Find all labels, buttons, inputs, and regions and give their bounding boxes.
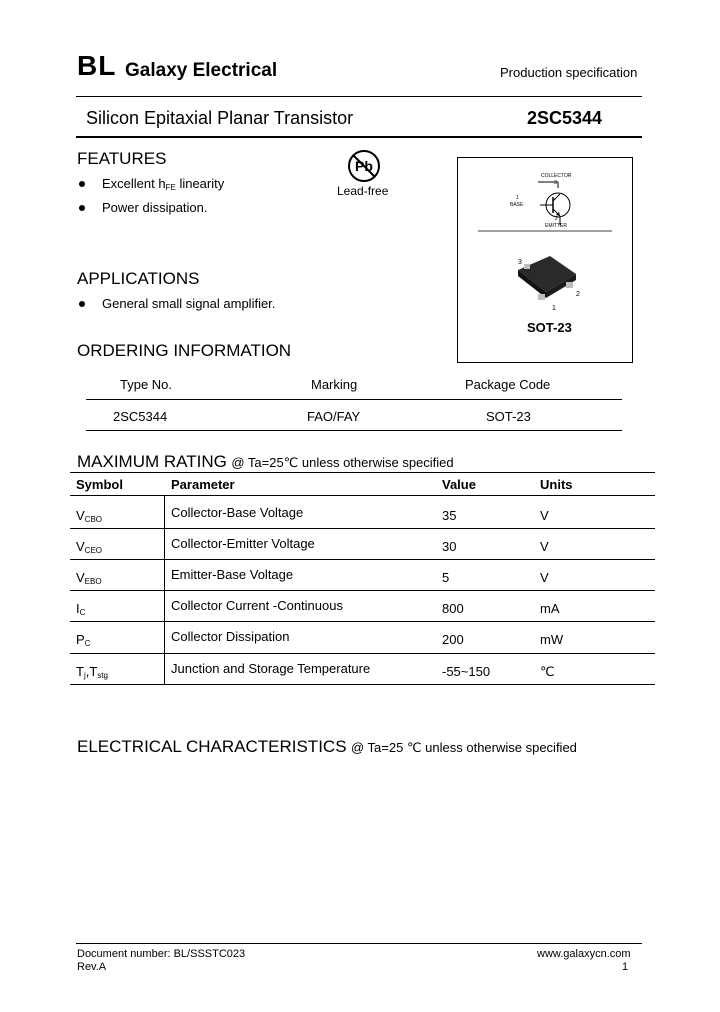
document-type: Production specification [500,65,638,80]
unit-cell: V [540,570,549,585]
ordering-package-value: SOT-23 [486,409,531,424]
unit-cell: V [540,539,549,554]
part-number: 2SC5344 [527,108,603,128]
symbol-cell: $T_j,T_{stg}$ [76,664,108,680]
electrical-condition: @ Ta=25 ℃ unless otherwise specified [350,740,577,755]
col-header-units: Units [540,477,573,492]
value-cell: -55~150 [442,664,491,679]
document-number: Document number: BL/SSSTC023 [77,948,246,960]
value-cell: 5 [442,570,450,585]
table-row-rule [70,495,655,496]
bullet-icon [79,301,85,307]
brand-logo-bl: BL [77,50,117,81]
symbol-cell: $I_C$ [76,601,86,617]
table-row-rule [70,621,655,622]
max-rating-heading [77,452,454,472]
symbol-cell: $V_{CEO}$ [76,539,103,555]
pin1-label: 1 [552,305,556,312]
unit-cell: mA [540,601,560,616]
features-title: FEATURES [77,149,167,168]
website-link[interactable]: www.galaxycn.com [537,948,631,960]
table-row-rule [70,590,655,591]
parameter-cell: Collector-Base Voltage [171,505,304,520]
lead-free-label: Lead-free [337,184,389,198]
footer-divider [76,943,642,944]
table-row-rule [70,559,655,560]
brand-name: Galaxy Electrical [125,60,278,81]
application-item: General small signal amplifier. [102,296,276,311]
ordering-divider [86,430,622,431]
product-subtitle: Silicon Epitaxial Planar Transistor [86,108,354,128]
ordering-divider [86,399,622,400]
table-bottom-rule [70,684,655,685]
table-top-rule [70,472,655,473]
pin2-small-label: 2 [555,216,558,222]
ordering-marking-value: FAO/FAY [307,409,361,424]
lead-free-icon [347,149,381,183]
bullet-icon [79,181,85,187]
col-header-parameter: Parameter [171,477,235,492]
revision: Rev.A [77,961,107,973]
value-cell: 200 [442,632,464,647]
header-divider-thick [76,136,642,138]
max-rating-title: MAXIMUM RATING [77,452,227,471]
parameter-cell: Collector-Emitter Voltage [171,536,315,551]
pin-collector-label: COLLECTOR [541,173,572,179]
symbol-cell: $V_{CBO}$ [76,508,103,524]
electrical-heading [77,737,577,757]
feature-item: Excellent $h_{FE}$ linearity [102,176,225,192]
col-header-symbol: Symbol [76,477,123,492]
value-cell: 30 [442,539,457,554]
table-row-rule [70,528,655,529]
symbol-cell: $P_C$ [76,632,91,648]
pin-emitter-label: EMITTER [545,223,567,229]
ordering-title: ORDERING INFORMATION [77,341,292,360]
unit-cell: V [540,508,549,523]
table-row-rule [70,653,655,654]
value-cell: 35 [442,508,457,523]
parameter-cell: Collector Current -Continuous [171,598,343,613]
parameter-cell: Emitter-Base Voltage [171,567,294,582]
ordering-header-package: Package Code [465,377,551,392]
pin2-label: 2 [576,291,580,298]
page-number: 1 [622,961,629,973]
lead-free-symbol: Pb [355,158,373,174]
electrical-title: ELECTRICAL CHARACTERISTICS [77,737,347,756]
feature-item: Power dissipation. [102,200,208,215]
unit-cell: ℃ [540,664,555,679]
pin3-label: 3 [518,259,522,266]
parameter-cell: Junction and Storage Temperature [171,661,371,676]
max-rating-condition: @ Ta=25℃ unless otherwise specified [231,455,454,470]
ordering-type-value: 2SC5344 [113,409,168,424]
pin3-small-label: 3 [554,180,557,186]
col-header-value: Value [442,477,476,492]
symbol-cell: $V_{EBO}$ [76,570,102,586]
unit-cell: mW [540,632,564,647]
value-cell: 800 [442,601,464,616]
parameter-cell: Collector Dissipation [171,629,290,644]
header-divider-thin [76,96,642,97]
bullet-icon [79,205,85,211]
package-name: SOT-23 [527,320,572,335]
sot23-package-icon [510,250,590,310]
applications-title: APPLICATIONS [77,269,200,288]
pin1-small-label: 1 [516,195,519,201]
pin-base-label: BASE [510,202,524,208]
ordering-header-type: Type No. [120,377,173,392]
ordering-header-marking: Marking [311,377,358,392]
